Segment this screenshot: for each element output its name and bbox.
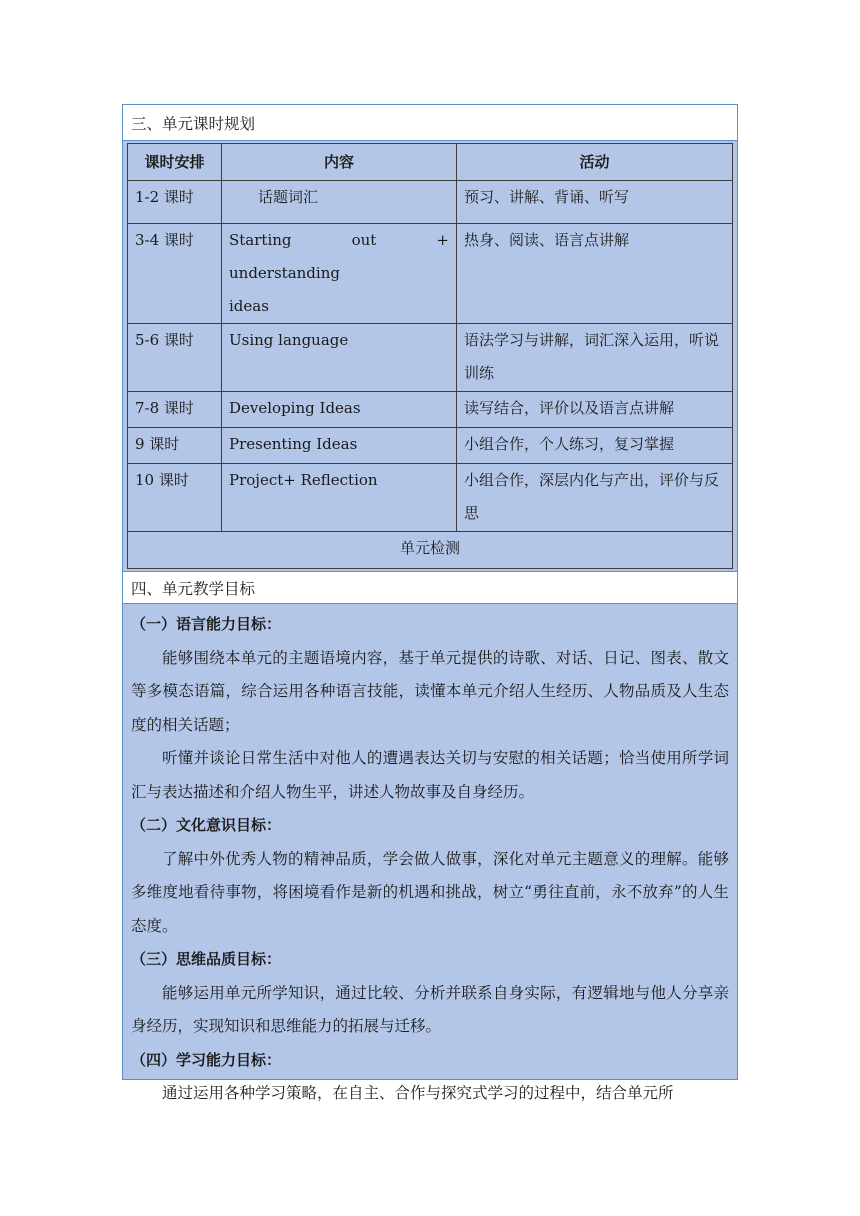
cell-period: 5-6 课时 (128, 324, 222, 392)
goal-language-title: （一）语言能力目标： (131, 615, 282, 633)
cell-content: 话题词汇 (222, 181, 457, 224)
header-content: 内容 (222, 144, 457, 181)
goal-culture-title: （二）文化意识目标： (131, 816, 282, 834)
goal-learning-paragraph: 通过运用各种学习策略，在自主、合作与探究式学习的过程中，结合单元所 (162, 1084, 674, 1102)
table-row (128, 224, 733, 324)
teaching-goals (123, 604, 737, 1111)
cell-activity: 读写结合，评价以及语言点讲解 (457, 392, 733, 428)
cell-period: 1-2 课时 (128, 181, 222, 224)
header-activity: 活动 (457, 144, 733, 181)
cell-activity: 小组合作，深层内化与产出，评价与反思 (457, 464, 733, 532)
lesson-plan-table (127, 143, 733, 569)
goal-thinking-paragraph: 能够运用单元所学知识，通过比较、分析并联系自身实际，有逻辑地与他人分享亲身经历，实现知识和思维能力的拓展与迁移。 (131, 983, 729, 1035)
cell-content: Using language (222, 324, 457, 392)
section-3-title: 三、单元课时规划 (123, 105, 737, 141)
cell-period: 10 课时 (128, 464, 222, 532)
cell-content: Project+ Reflection (222, 464, 457, 532)
cell-period: 7-8 课时 (128, 392, 222, 428)
unit-test-cell: 单元检测 (128, 532, 733, 569)
cell-activity: 小组合作，个人练习，复习掌握 (457, 428, 733, 464)
goal-learning-title: （四）学习能力目标： (131, 1050, 282, 1069)
table-row (128, 428, 733, 464)
goal-thinking-title: （三）思维品质目标： (131, 950, 282, 968)
table-footer-row (128, 532, 733, 569)
table-row (128, 392, 733, 428)
document-frame (122, 104, 738, 1102)
goal-language-paragraph: 听懂并谈论日常生活中对他人的遭遇表达关切与安慰的相关话题；恰当使用所学词汇与表达描述和介绍人物生平，讲述人物故事及自身经历。 (131, 749, 729, 801)
cell-content-line: ideas (229, 297, 269, 315)
cell-activity: 语法学习与讲解，词汇深入运用，听说训练 (457, 324, 733, 392)
cell-content-line: Starting out + understanding (229, 231, 449, 282)
table-row (128, 324, 733, 392)
cell-period: 9 课时 (128, 428, 222, 464)
table-header-row (128, 144, 733, 181)
cell-activity: 热身、阅读、语言点讲解 (457, 224, 733, 324)
header-period: 课时安排 (128, 144, 222, 181)
cell-content (222, 224, 457, 324)
cell-activity: 预习、讲解、背诵、听写 (457, 181, 733, 224)
table-row (128, 464, 733, 532)
cell-period: 3-4 课时 (128, 224, 222, 324)
section-4-title: 四、单元教学目标 (123, 571, 737, 604)
table-row (128, 181, 733, 224)
cell-content: Developing Ideas (222, 392, 457, 428)
goal-language-paragraph: 能够围绕本单元的主题语境内容，基于单元提供的诗歌、对话、日记、图表、散文等多模态语篇，综合运用各种语言技能，读懂本单元介绍人生经历、人物品质及人生态度的相关话题； (131, 648, 729, 734)
cell-content: Presenting Ideas (222, 428, 457, 464)
goal-culture-paragraph: 了解中外优秀人物的精神品质，学会做人做事，深化对单元主题意义的理解。能够多维度地看待事物，将困境看作是新的机遇和挑战，树立“勇往直前，永不放弃”的人生态度。 (131, 849, 729, 935)
